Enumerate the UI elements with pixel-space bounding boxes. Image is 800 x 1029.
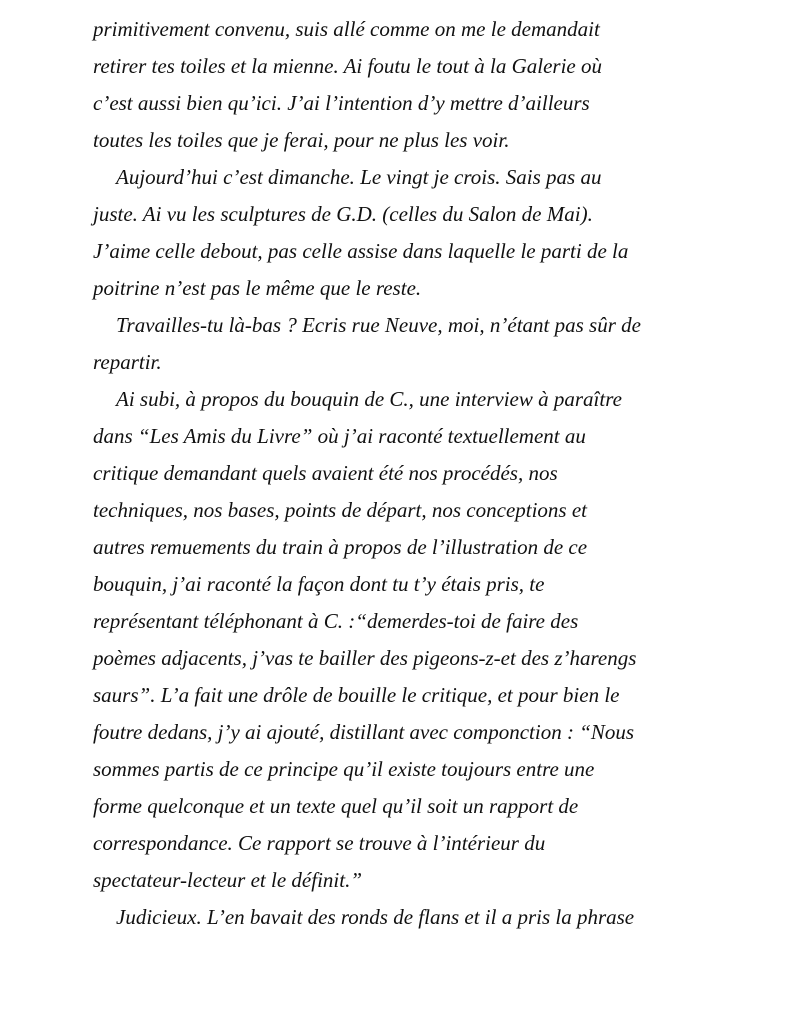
text-line: primitivement convenu, suis allé comme on me le demandait [93, 17, 600, 41]
text-line: juste. Ai vu les sculptures de G.D. (celles du Salon de Mai). [93, 202, 593, 226]
text-line: représentant téléphonant à C. :“demerdes-toi de faire des [93, 609, 579, 633]
text-line: saurs”. L’a fait une drôle de bouille le critique, et pour bien le [93, 683, 620, 707]
text-line: c’est aussi bien qu’ici. J’ai l’intention d’y mettre d’ailleurs [93, 91, 590, 115]
body-text [93, 11, 773, 936]
document-page [93, 11, 773, 936]
text-line: autres remuements du train à propos de l’illustration de ce [93, 535, 588, 559]
text-line: Travailles-tu là-bas ? Ecris rue Neuve, moi, n’étant pas sûr de [116, 313, 641, 337]
text-line: J’aime celle debout, pas celle assise dans laquelle le parti de la [93, 239, 629, 263]
text-line: sommes partis de ce principe qu’il existe toujours entre une [93, 757, 595, 781]
text-line: bouquin, j’ai raconté la façon dont tu t’y étais pris, te [93, 572, 545, 596]
text-line: techniques, nos bases, points de départ, nos conceptions et [93, 498, 588, 522]
text-line: poèmes adjacents, j’vas te bailler des pigeons-z-et des z’harengs [93, 646, 637, 670]
text-line: toutes les toiles que je ferai, pour ne plus les voir. [93, 128, 510, 152]
text-line: Judicieux. L’en bavait des ronds de flans et il a pris la phrase [116, 905, 635, 929]
text-line: repartir. [93, 350, 162, 374]
text-line: forme quelconque et un texte quel qu’il soit un rapport de [93, 794, 579, 818]
text-line: correspondance. Ce rapport se trouve à l’intérieur du [93, 831, 546, 855]
text-line: poitrine n’est pas le même que le reste. [93, 276, 422, 300]
text-line: spectateur-lecteur et le définit.” [93, 868, 363, 892]
text-line: dans “Les Amis du Livre” où j’ai raconté textuellement au [93, 424, 586, 448]
text-line: critique demandant quels avaient été nos procédés, nos [93, 461, 558, 485]
text-line: foutre dedans, j’y ai ajouté, distillant avec componction : “Nous [93, 720, 635, 744]
text-line: Aujourd’hui c’est dimanche. Le vingt je crois. Sais pas au [116, 165, 602, 189]
text-line: Ai subi, à propos du bouquin de C., une interview à paraître [116, 387, 622, 411]
text-line: retirer tes toiles et la mienne. Ai foutu le tout à la Galerie où [93, 54, 602, 78]
